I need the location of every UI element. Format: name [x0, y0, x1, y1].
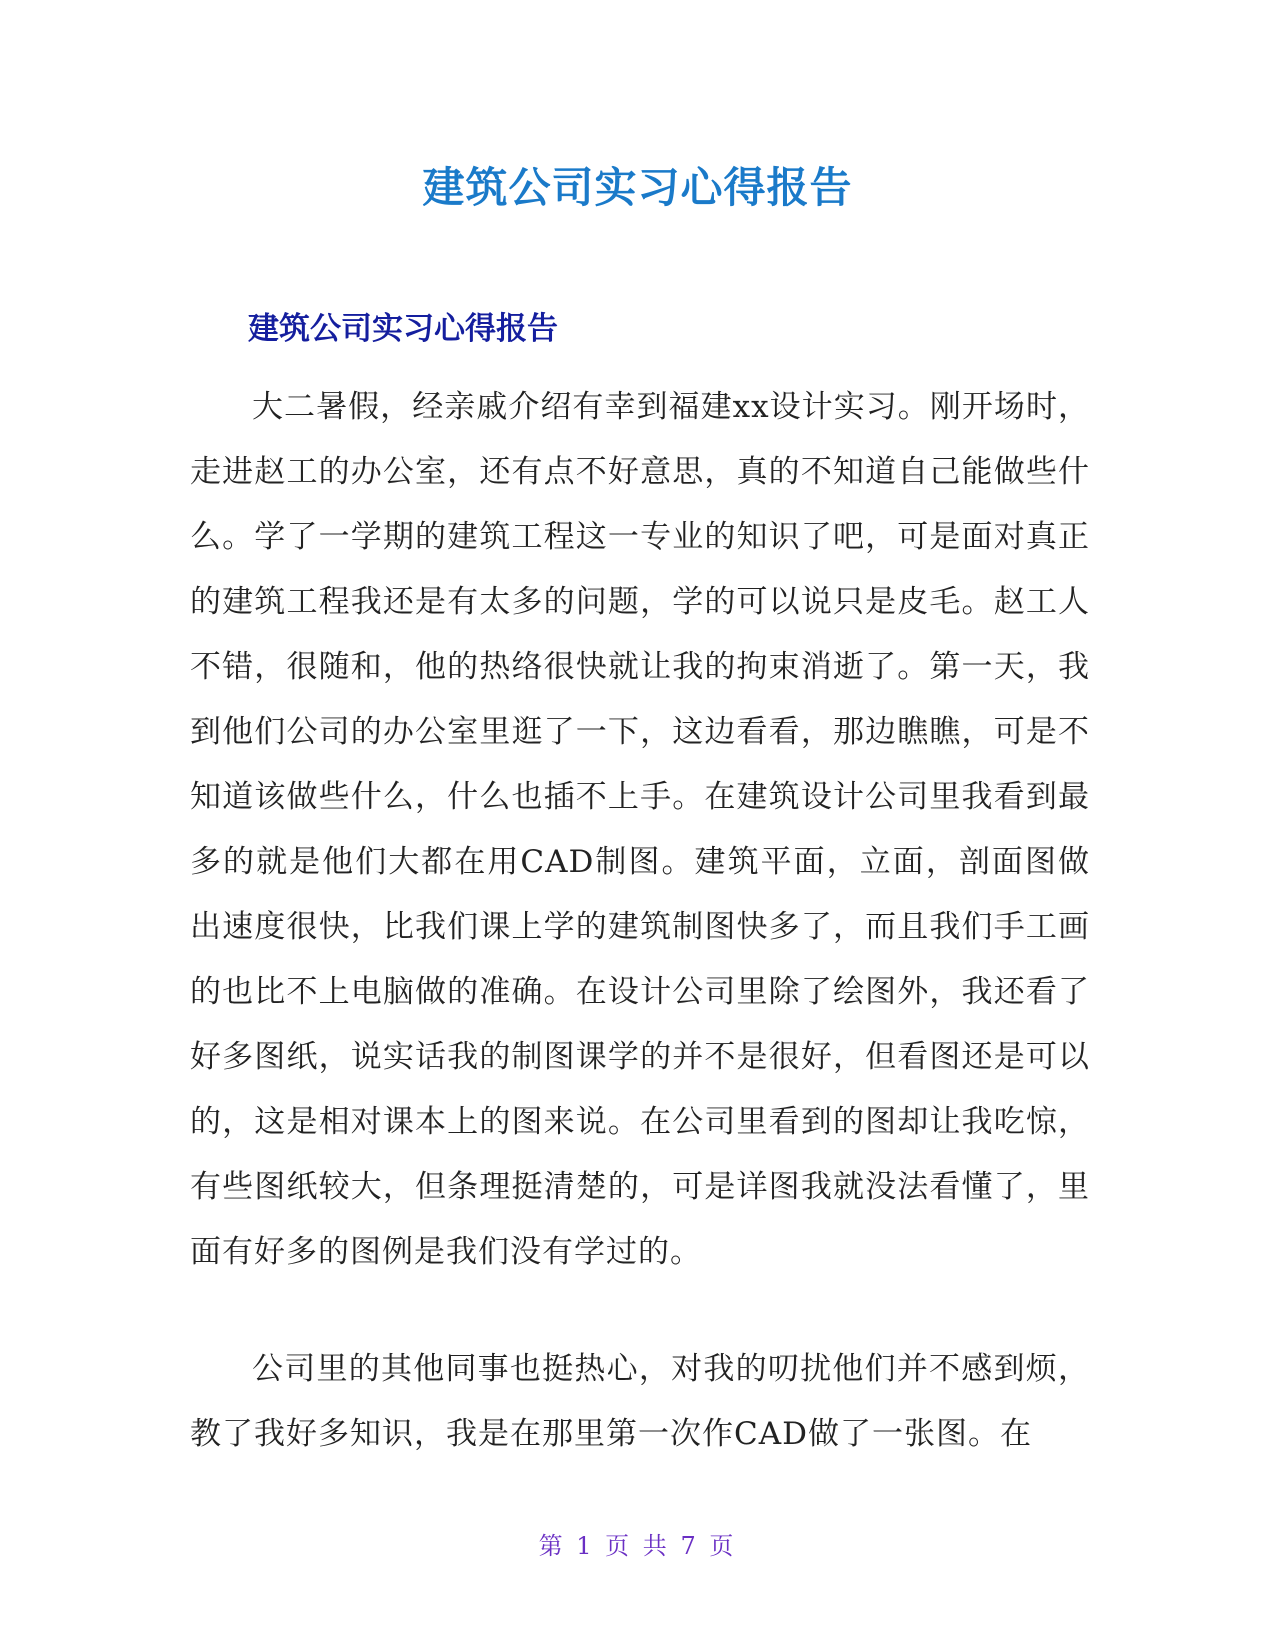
document-subtitle: 建筑公司实习心得报告 — [248, 311, 558, 347]
page-footer — [0, 1530, 1275, 1562]
body-paragraph-2: 公司里的其他同事也挺热心，对我的叨扰他们并不感到烦，教了我好多知识，我是在那里第一次作CAD做了一张图。在 — [190, 1351, 1090, 1452]
body-paragraph-1: 大二暑假，经亲戚介绍有幸到福建xx设计实习。刚开场时，走进赵工的办公室，还有点不好意思，真的不知道自己能做些什么。学了一学期的建筑工程这一专业的知识了吧，可是面对真正的建筑工程我还是有太多的问题，学的可以说只是皮毛。赵工人不错，很随和，他的热络很快就让我的拘束消逝了。第一天，我到他们公司的办公室里逛了一下，这边看看，那边瞧瞧，可是不知道该做些什么，什么也插不上手。在建筑设计公司里我看到最多的就是他们大都在用CAD制图。建筑平面，立面，剖面图做出速度很快，比我们课上学的建筑制图快多了，而且我们手工画的也比不上电脑做的准确。在设计公司里除了绘图外，我还看了好多图纸，说实话我的制图课学的并不是很好，但看图还是可以的，这是相对课本上的图来说。在公司里看到的图却让我吃惊，有些图纸较大，但条理挺清楚的，可是详图我就没法看懂了，里面有好多的图例是我们没有学过的。 — [190, 389, 1090, 1270]
document-title: 建筑公司实习心得报告 — [422, 163, 853, 212]
page-number-label: 第 1 页 共 7 页 — [538, 1532, 737, 1560]
